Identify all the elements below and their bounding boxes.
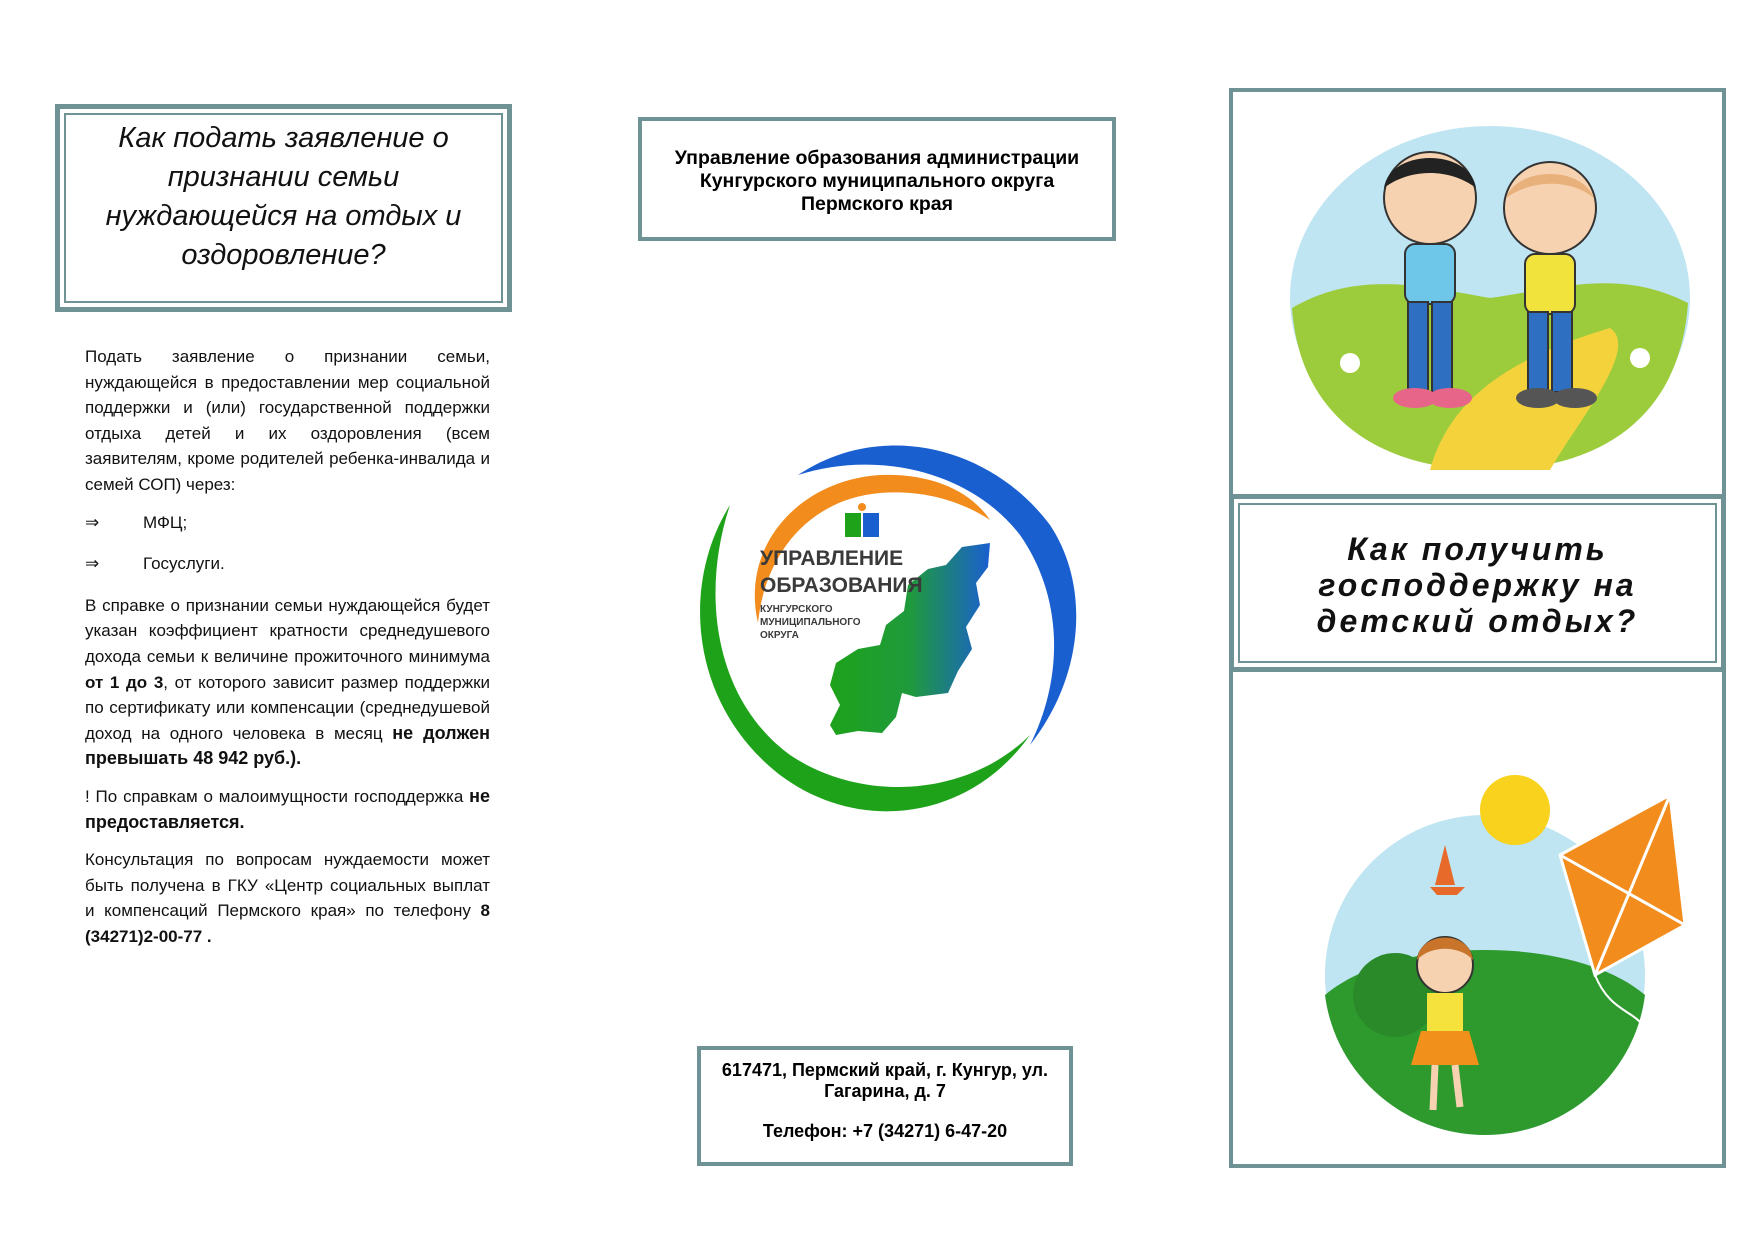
logo-sub-line2: МУНИЦИПАЛЬНОГО [760, 617, 861, 628]
logo-title-line2: ОБРАЗОВАНИЯ [760, 574, 923, 597]
list-item [85, 510, 490, 536]
kids-walking-illustration [1280, 118, 1700, 478]
question-title: Как подать заявление о признании семьи нуждающейся на отдых и оздоровление? [105, 122, 462, 271]
consultation-phone: 8 (34271)2-00-77 . [85, 901, 490, 946]
left-info-text [85, 344, 490, 961]
paragraph-low-income [85, 784, 490, 835]
question-box [55, 104, 512, 312]
paragraph-coefficient [85, 593, 490, 772]
phone-text: Телефон: +7 (34271) 6-47-20 [762, 1121, 1008, 1141]
list-item-gosuslugi: Госуслуги. [143, 554, 225, 574]
kite-girl-illustration [1295, 735, 1695, 1135]
organization-name: Управление образования администрации Кунгурского муниципального округа Пермского края [674, 147, 1080, 215]
arrow-icon: ⇒ [85, 512, 100, 532]
list-item-mfc: МФЦ; [143, 512, 188, 532]
education-department-logo [690, 435, 1080, 825]
text-segment: ! По справкам о малоимущности господдержка [85, 786, 470, 806]
bold-income-limit: не должен превышать 48 942 руб.). [85, 722, 490, 769]
logo-title-line1: УПРАВЛЕНИЕ [760, 547, 904, 570]
district-map [830, 543, 990, 735]
bold-range: от 1 до 3 [85, 672, 164, 692]
text-segment: В справке о признании семьи нуждающейся будет указан коэффициент кратности среднедушевого дохода семьи к величине прожиточного минимума [85, 595, 490, 666]
organization-box [638, 117, 1116, 241]
address-box [697, 1046, 1073, 1166]
logo-sub-line1: КУНГУРСКОГО [760, 604, 833, 615]
bold-not-provided: не предоставляется. [85, 785, 490, 832]
book-icon [845, 503, 879, 537]
paragraph-apply: Подать заявление о признании семьи, нуждающейся в предоставлении мер социальной поддержки и (или) государственной поддержки отдыха детей и их оздоровления (всем заявителям, кроме родителей ребенка-инвалида и семей СОП) через: [85, 347, 490, 494]
cover-title-box [1229, 494, 1726, 672]
list-item [85, 551, 490, 577]
address-text: 617471, Пермский край, г. Кунгур, ул. Гагарина, д. 7 [721, 1060, 1049, 1101]
arrow-icon: ⇒ [85, 554, 100, 574]
text-segment: , от которого зависит размер поддержки по сертификату или компенсации (среднедушевой доход на одного человека в месяц [85, 672, 490, 743]
paragraph-consultation [85, 847, 490, 949]
text-segment: Консультация по вопросам нуждаемости может быть получена в ГКУ «Центр социальных выплат и компенсаций Пермского края» по телефону [85, 850, 490, 921]
logo-sub-line3: ОКРУГА [760, 630, 799, 641]
cover-title: Как получить господдержку на детский отдых? [1316, 531, 1639, 639]
